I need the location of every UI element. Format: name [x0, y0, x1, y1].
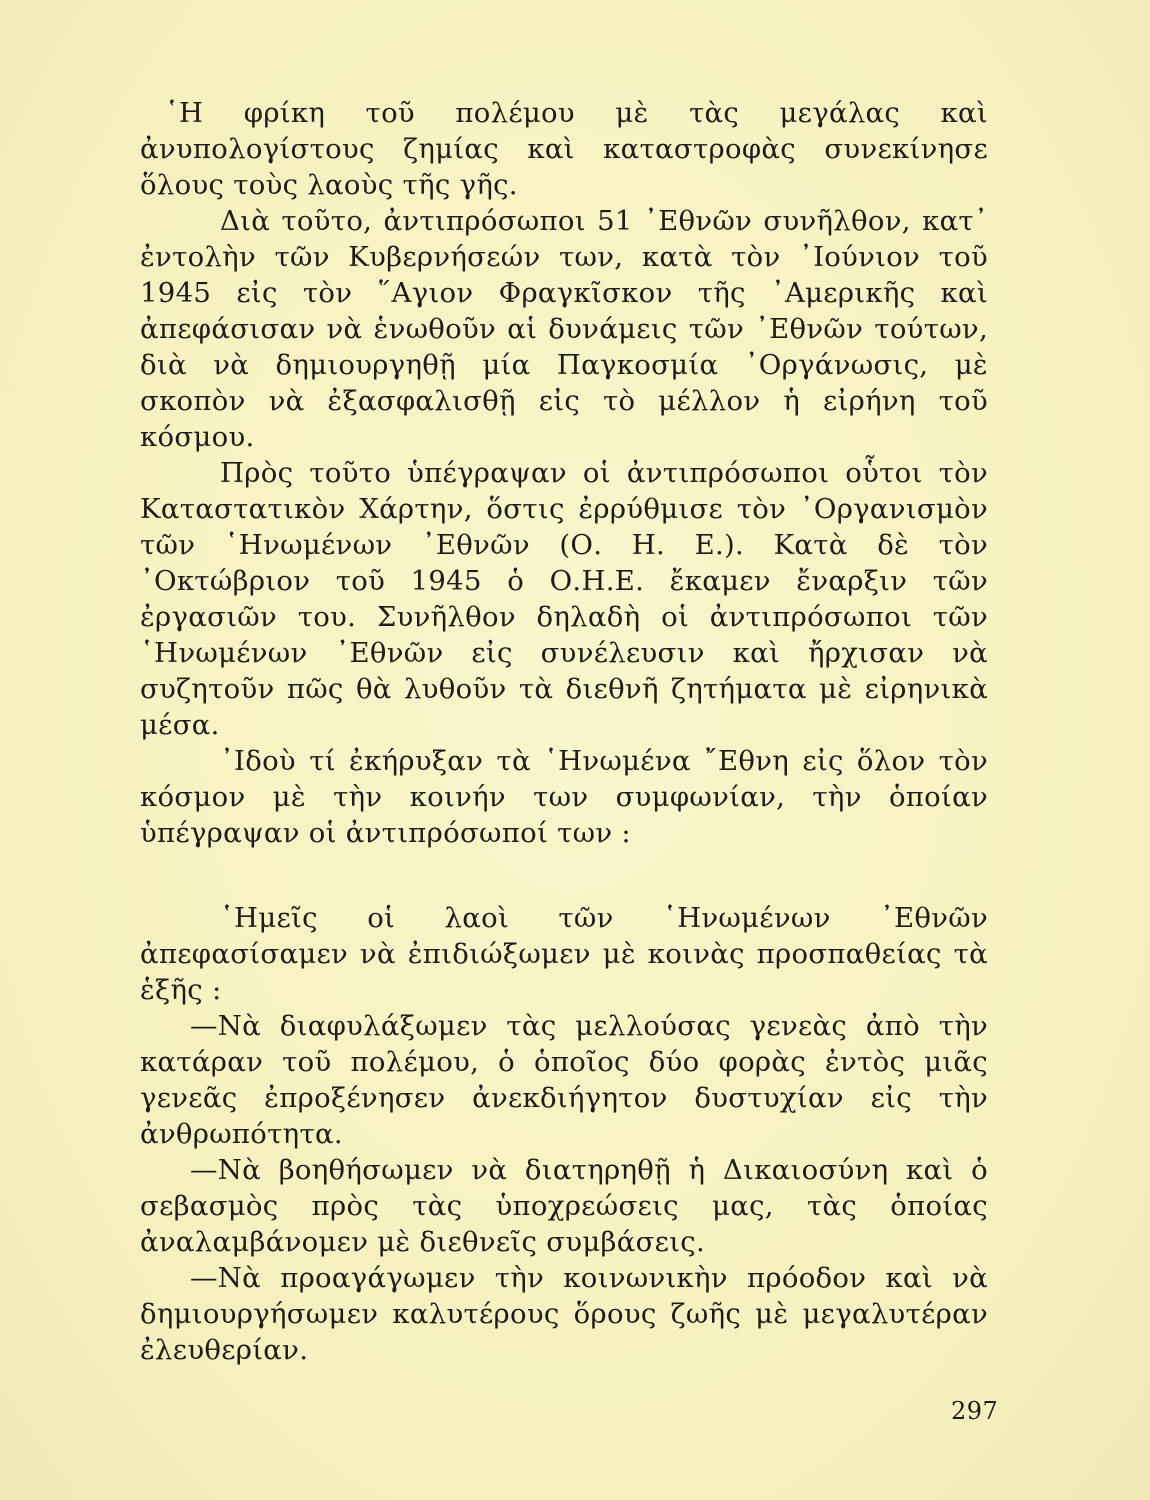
paragraph-preamble: ῾Ημεῖς οἱ λαοὶ τῶν ῾Ηνωμένων ᾿Εθνῶν ἀπεφασίσαμεν νὰ ἐπιδιώξωμεν μὲ κοινὰς προσπαθείας τὰ ἑξῆς : — [140, 902, 988, 1006]
body-text — [140, 95, 988, 1368]
paragraph-charter: Πρὸς τοῦτο ὑπέγραψαν οἱ ἀντιπρόσωποι οὗτοι τὸν Καταστατικὸν Χάρτην, ὅστις ἐρρύθμισε τὸν ᾿Οργανισμὸν τῶν ῾Ηνωμένων ᾿Εθνῶν (Ο. Η. Ε.). Κατὰ δὲ τὸν ᾿Οκτώβριον τοῦ 1945 ὁ Ο.Η.Ε. ἔκαμεν ἔναρξιν τῶν ἐργασιῶν του. Συνῆλθον δηλαδὴ οἱ ἀντιπρόσωποι τῶν ῾Ηνωμένων ᾿Εθνῶν εἰς συνέλευσιν καὶ ἤρχισαν νὰ συζητοῦν πῶς θὰ λυθοῦν τὰ διεθνῆ ζητήματα μὲ εἰρηνικὰ μέσα. — [140, 457, 988, 741]
page-number: 297 — [951, 1397, 999, 1425]
paragraph-declaration-intro: ᾿Ιδοὺ τί ἐκήρυξαν τὰ ῾Ηνωμένα ῎Εθνη εἰς ὅλον τὸν κόσμον μὲ τὴν κοινήν των συμφωνίαν, τὴν ὁποίαν ὑπέγραψαν οἱ ἀντιπρόσωποί των : — [140, 745, 988, 849]
paragraph-intro: ῾Η φρίκη τοῦ πολέμου μὲ τὰς μεγάλας καὶ ἀνυπολογίστους ζημίας καὶ καταστροφὰς συνεκίνησε ὅλους τοὺς λαοὺς τῆς γῆς. — [140, 97, 988, 201]
paragraph-aim-war: —Νὰ διαφυλάξωμεν τὰς μελλούσας γενεὰς ἀπὸ τὴν κατάραν τοῦ πολέμου, ὁ ὁποῖος δύο φορὰς ἐντὸς μιᾶς γενεᾶς ἐπροξένησεν ἀνεκδιήγητον δυστυχίαν εἰς τὴν ἀνθρωπότητα. — [140, 1010, 988, 1150]
paragraph-aim-progress: —Νὰ προαγάγωμεν τὴν κοινωνικὴν πρόοδον καὶ νὰ δημιουργήσωμεν καλυτέρους ὅρους ζωῆς μὲ μεγαλυτέραν ἐλευθερίαν. — [140, 1262, 988, 1366]
paragraph-aim-justice: —Νὰ βοηθήσωμεν νὰ διατηρηθῇ ἡ Δικαιοσύνη καὶ ὁ σεβασμὸς πρὸς τὰς ὑποχρεώσεις μας, τὰς ὁποίας ἀναλαμβάνομεν μὲ διεθνεῖς συμβάσεις. — [140, 1154, 988, 1258]
paragraph-conference: Διὰ τοῦτο, ἀντιπρόσωποι 51 ᾿Εθνῶν συνῆλθον, κατ᾿ ἐντολὴν τῶν Κυβερνήσεών των, κατὰ τὸν ᾿Ιούνιον τοῦ 1945 εἰς τὸν ῞Αγιον Φραγκῖσκον τῆς ᾿Αμερικῆς καὶ ἀπεφάσισαν νὰ ἑνωθοῦν αἱ δυνάμεις τῶν ᾿Εθνῶν τούτων, διὰ νὰ δημιουργηθῇ μία Παγκοσμία ᾿Οργάνωσις, μὲ σκοπὸν νὰ ἐξασφαλισθῇ εἰς τὸ μέλλον ἡ εἰρήνη τοῦ κόσμου. — [140, 205, 988, 453]
